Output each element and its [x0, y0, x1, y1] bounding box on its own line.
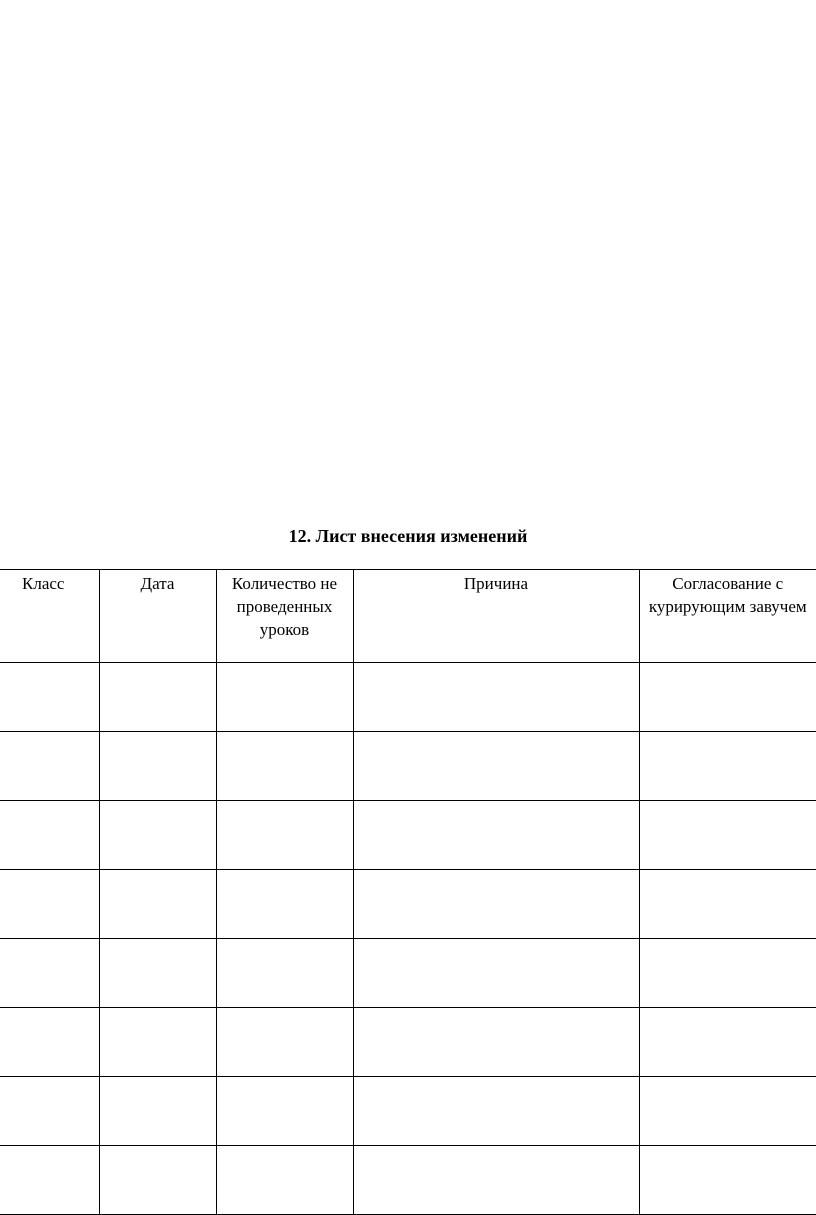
table-row — [0, 1077, 816, 1146]
cell-class[interactable] — [0, 732, 99, 801]
changes-table — [0, 569, 816, 1215]
header-row — [0, 570, 816, 663]
cell-date[interactable] — [99, 1077, 216, 1146]
table-body — [0, 663, 816, 1215]
cell-reason[interactable] — [353, 663, 639, 732]
cell-date[interactable] — [99, 939, 216, 1008]
cell-reason[interactable] — [353, 1146, 639, 1215]
table-row — [0, 663, 816, 732]
cell-reason[interactable] — [353, 1008, 639, 1077]
cell-approval[interactable] — [639, 801, 816, 870]
cell-class[interactable] — [0, 1146, 99, 1215]
table-row — [0, 1146, 816, 1215]
cell-lessons-not-held[interactable] — [216, 1077, 353, 1146]
cell-reason[interactable] — [353, 1077, 639, 1146]
cell-date[interactable] — [99, 732, 216, 801]
cell-lessons-not-held[interactable] — [216, 870, 353, 939]
cell-reason[interactable] — [353, 801, 639, 870]
cell-reason[interactable] — [353, 939, 639, 1008]
cell-approval[interactable] — [639, 870, 816, 939]
table-row — [0, 801, 816, 870]
cell-lessons-not-held[interactable] — [216, 732, 353, 801]
cell-approval[interactable] — [639, 1077, 816, 1146]
cell-class[interactable] — [0, 663, 99, 732]
cell-approval[interactable] — [639, 1146, 816, 1215]
table-header — [0, 570, 816, 663]
header-approval: Согласование с курирующим завучем — [639, 570, 816, 663]
cell-lessons-not-held[interactable] — [216, 663, 353, 732]
header-class: Класс — [0, 570, 99, 663]
table-row — [0, 1008, 816, 1077]
cell-class[interactable] — [0, 939, 99, 1008]
table-row — [0, 870, 816, 939]
cell-class[interactable] — [0, 801, 99, 870]
cell-lessons-not-held[interactable] — [216, 1146, 353, 1215]
cell-date[interactable] — [99, 870, 216, 939]
header-date: Дата — [99, 570, 216, 663]
cell-class[interactable] — [0, 1077, 99, 1146]
cell-lessons-not-held[interactable] — [216, 939, 353, 1008]
cell-reason[interactable] — [353, 732, 639, 801]
cell-approval[interactable] — [639, 663, 816, 732]
cell-approval[interactable] — [639, 732, 816, 801]
cell-date[interactable] — [99, 1146, 216, 1215]
cell-date[interactable] — [99, 663, 216, 732]
cell-lessons-not-held[interactable] — [216, 1008, 353, 1077]
cell-reason[interactable] — [353, 870, 639, 939]
cell-approval[interactable] — [639, 1008, 816, 1077]
cell-class[interactable] — [0, 870, 99, 939]
table-row — [0, 939, 816, 1008]
cell-class[interactable] — [0, 1008, 99, 1077]
table-row — [0, 732, 816, 801]
header-reason: Причина — [353, 570, 639, 663]
header-lessons-not-held: Количество не проведенных уроков — [216, 570, 353, 663]
cell-approval[interactable] — [639, 939, 816, 1008]
cell-date[interactable] — [99, 1008, 216, 1077]
page-title: 12. Лист внесения изменений — [288, 526, 528, 546]
cell-date[interactable] — [99, 801, 216, 870]
cell-lessons-not-held[interactable] — [216, 801, 353, 870]
